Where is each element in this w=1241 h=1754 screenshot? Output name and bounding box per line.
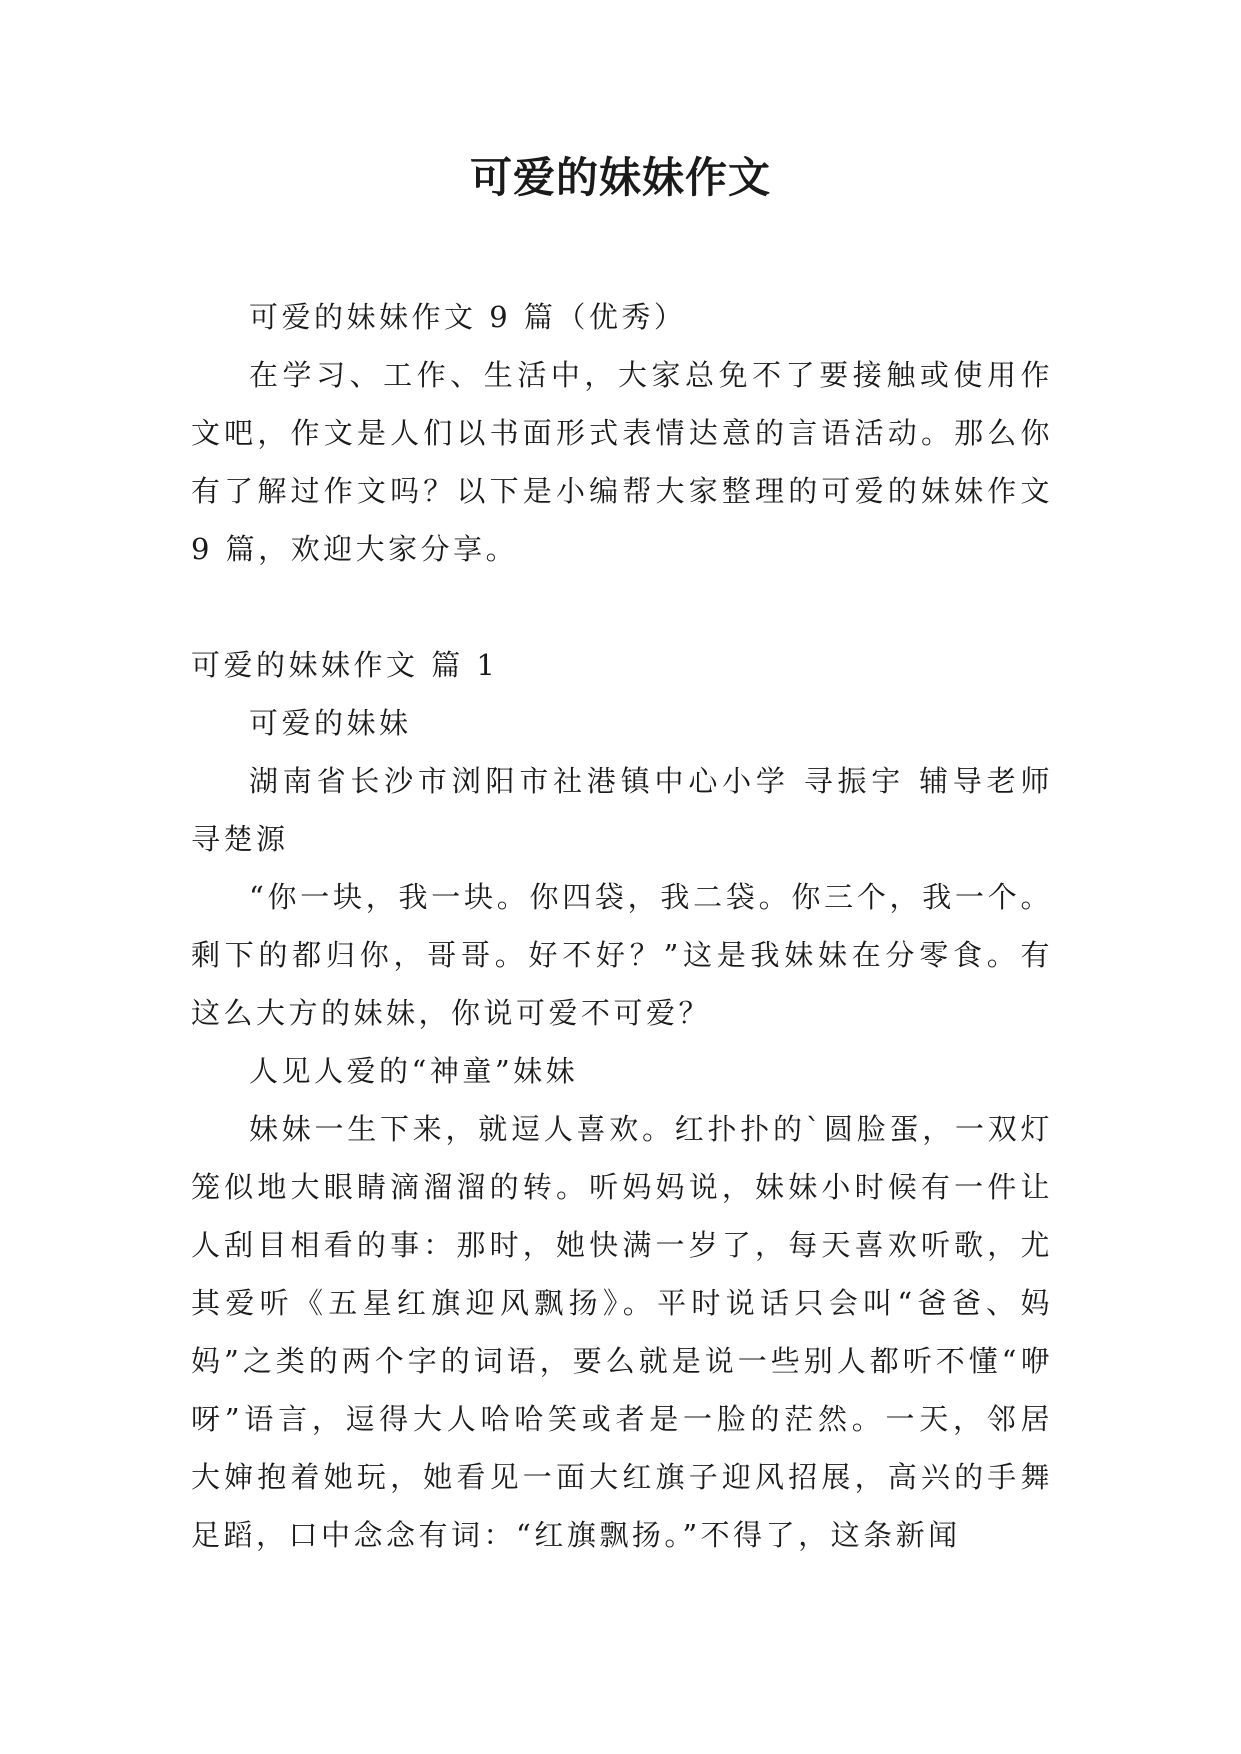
- intro-paragraph: 在学习、工作、生活中，大家总免不了要接触或使用作文吧，作文是人们以书面形式表情达意的言语活动。那么你有了解过作文吗？以下是小编帮大家整理的可爱的妹妹作文 9 篇，欢迎大家分享。: [191, 358, 1053, 566]
- subheading-paragraph: 人见人爱的“神童”妹妹: [249, 1054, 579, 1088]
- body-paragraph: “你一块，我一块。你四袋，我二袋。你三个，我一个。剩下的都归你，哥哥。好不好？”这是我妹妹在分零食。有这么大方的妹妹，你说可爱不可爱？: [191, 880, 1053, 1030]
- author-line: 湖南省长沙市浏阳市社港镇中心小学 寻振宇 辅导老师 寻楚源: [191, 764, 1053, 856]
- document-title: 可爱的妹妹作文: [469, 153, 771, 202]
- essay-title: 可爱的妹妹: [249, 706, 412, 740]
- document-subtitle: 可爱的妹妹作文 9 篇（优秀）: [249, 300, 687, 334]
- section-heading: 可爱的妹妹作文 篇 1: [191, 648, 499, 682]
- body-paragraph: 妹妹一生下来，就逗人喜欢。红扑扑的`圆脸蛋，一双灯笼似地大眼睛滴溜溜的转。听妈妈说，妹妹小时候有一件让人刮目相看的事：那时，她快满一岁了，每天喜欢听歌，尤其爱听《五星红旗迎风飘扬》。平时说话只会叫“爸爸、妈妈”之类的两个字的词语，要么就是说一些别人都听不懂“咿呀”语言，逗得大人哈哈笑或者是一脸的茫然。一天，邻居大婶抱着她玩，她看见一面大红旗子迎风招展，高兴的手舞足蹈，口中念念有词：“红旗飘扬。”不得了，这条新闻: [191, 1112, 1053, 1552]
- document-body: [191, 288, 1053, 1564]
